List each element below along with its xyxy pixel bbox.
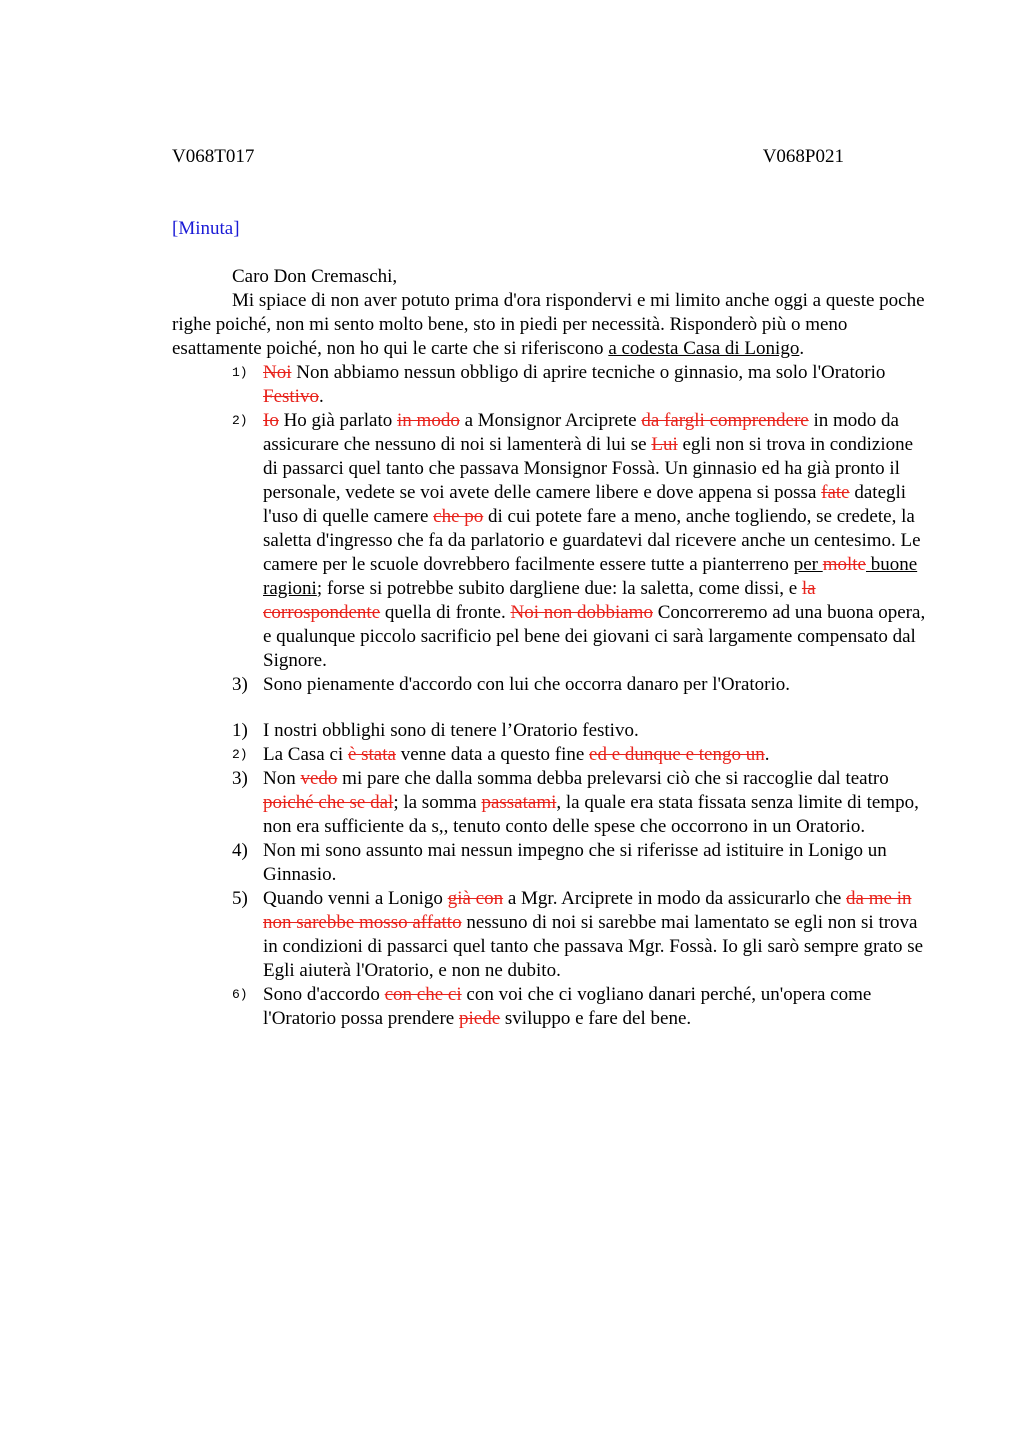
struck-text: Festivo [263,386,319,407]
minuta-label: [Minuta] [172,218,240,239]
struck-text: da me in non sarebbe mosso affatto [263,888,912,933]
list-item [172,743,932,767]
list-number: 3) [232,768,248,789]
struck-text: poiché che se dal [263,792,394,813]
intro-underlined: a codesta Casa di Lonigo [608,338,800,359]
item-text: venne data a questo fine [395,744,590,765]
item-text: Non abbiamo nessun obbligo di aprire tecniche o ginnasio, ma solo l'Oratorio [291,362,886,383]
struck-text: da fargli comprendere [641,410,809,431]
list-item [172,983,932,1031]
struck-text: Noi [263,362,292,383]
item-text: Non [263,768,301,789]
item-text: Concorreremo ad una buona opera, e qualunque piccolo sacrificio pel bene dei giovani ci sarà largamente compensato dal Signore. [263,602,926,671]
list-item [172,673,932,697]
struck-text: che po [433,506,484,527]
item-text: Ho già parlato [278,410,398,431]
underlined-text: per [793,554,823,575]
struck-text: Io [263,410,279,431]
struck-text: ed e dunque e tengo un [589,744,765,765]
item-text: . [764,744,770,765]
list-item [172,719,932,743]
left-code: V068T017 [172,146,255,167]
list-number: 3) [232,674,248,695]
struck-text: passatami [481,792,557,813]
struck-text: Lui [651,434,678,455]
item-text: . [318,386,324,407]
struck-text: già con [447,888,504,909]
right-code: V068P021 [762,146,844,167]
item-text: sviluppo e fare del bene. [500,1008,692,1029]
salutation: Caro Don Cremaschi, [232,266,398,287]
item-text: Sono d'accordo [263,984,385,1005]
list-number: 4) [232,840,248,861]
item-text: , la quale era stata fissata senza limite di tempo, non era sufficiente da s,, tenuto conto delle spese che occorrono in un Oratorio. [263,792,919,837]
item-text: a Monsignor Arciprete [459,410,642,431]
list-item [172,887,932,983]
item-text: nessuno di noi si sarebbe mai lamentato se egli non si trova in condizioni di passarci quel tanto che passava Mgr. Fossà. Io gli sarò sempre grato se Egli aiuterà l'Oratorio, e non ne dubito. [263,912,924,981]
list-number: 2) [232,413,248,428]
list-item [172,361,932,409]
item-text: Quando venni a Lonigo [263,888,448,909]
list-number: 1) [232,720,248,741]
list-number: 6) [232,987,248,1002]
list-item [172,409,932,673]
list-item [172,839,932,887]
struck-text: piede [459,1008,501,1029]
struck-text: in modo [397,410,460,431]
document-header [172,146,844,170]
item-text: di cui potete fare a meno, anche togliendo, se credete, la saletta d'ingresso che fa da parlatorio e guardatevi dal ricevere anche un centesimo. Le camere per le scuole dovrebbero facilmente essere tutte a pianterreno [263,506,921,575]
item-text: Sono pienamente d'accordo con lui che occorra danaro per l'Oratorio. [263,674,791,695]
underlined-text: buone ragioni [263,554,918,599]
second-numbered-list [172,719,932,1031]
struck-text: è stata [347,744,396,765]
item-text: ; la somma [393,792,482,813]
item-text: Non mi sono assunto mai nessun impegno che si riferisse ad istituire in Lonigo un Ginnasio. [263,840,887,885]
list-gap [172,697,932,719]
item-text: egli non si trova in condizione di passarci quel tanto che passava Monsignor Fossà. Un ginnasio ed ha già pronto il personale, vedete se voi avete delle camere libere e dove appena si possa [263,434,914,503]
list-number: 1) [232,365,248,380]
struck-text: Noi non dobbiamo [510,602,653,623]
struck-text: la corrospondente [263,578,816,623]
struck-text: fate [821,482,850,503]
item-text: mi pare che dalla somma debba prelevarsi ciò che si raccoglie dal teatro [337,768,889,789]
intro-paragraph [172,289,932,361]
struck-text: molte [822,554,866,575]
item-text: a Mgr. Arciprete in modo da assicurarlo che [503,888,847,909]
list-item [172,767,932,839]
letter-body [172,265,932,1031]
item-text: dategli l'uso di quelle camere [263,482,907,527]
item-text: in modo da assicurare che nessuno di noi si lamenterà di lui se [263,410,899,455]
intro-text: Mi spiace di non aver potuto prima d'ora rispondervi e mi limito anche oggi a queste poche righe poiché, non mi sento molto bene, sto in piedi per necessità. Risponderò più o meno esattamente poiché, non ho qui le carte che si riferiscono [172,290,925,359]
first-numbered-list [172,361,932,697]
list-number: 5) [232,888,248,909]
item-text: quella di fronte. [380,602,511,623]
struck-text: con che ci [384,984,462,1005]
item-text: ; forse si potrebbe subito dargliene due: la saletta, come dissi, e [316,578,802,599]
item-text: I nostri obblighi sono di tenere l’Oratorio festivo. [263,720,639,741]
item-text: La Casa ci [263,744,348,765]
struck-text: vedo [300,768,338,789]
item-text: con voi che ci vogliano danari perché, un'opera come l'Oratorio possa prendere [263,984,872,1029]
intro-end: . [799,338,805,359]
list-number: 2) [232,747,248,762]
